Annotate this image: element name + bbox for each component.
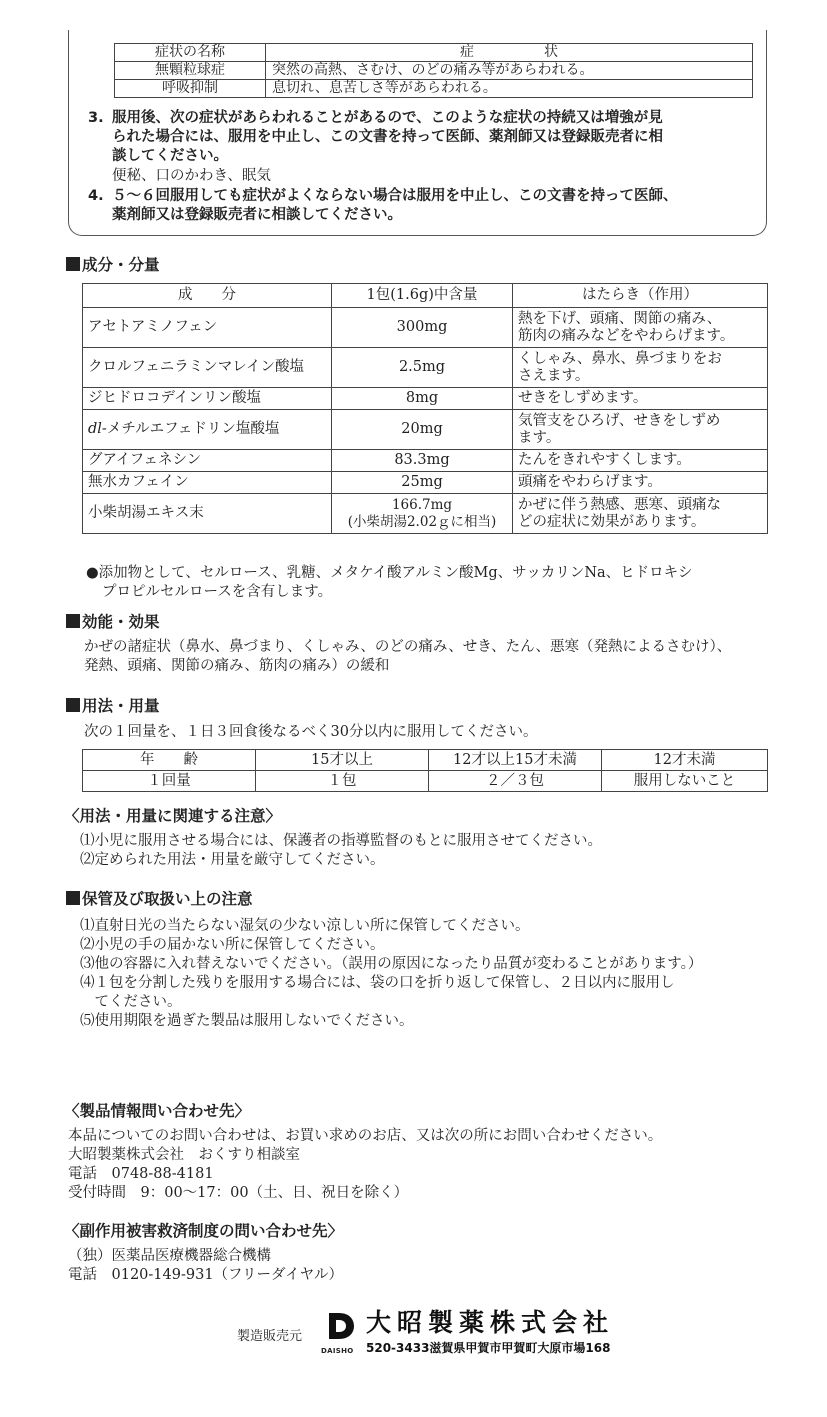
warning-text: 談してください。 [112,148,228,164]
dosage-intro: 次の１回量を、１日３回食後なるべく30分以内に服用してください。 [84,724,538,740]
ingredients-header-name: 成 分 [83,284,332,308]
ingredients-table [82,283,768,534]
ingredient-name: アセトアミノフェン [83,308,332,348]
ingredient-amount: 25mg [332,472,513,494]
square-bullet-icon [66,257,80,271]
table-row [83,750,768,771]
list-item: ⑵定められた用法・用量を厳守してください。 [80,852,385,868]
item-number: 3. [88,110,104,126]
ingredient-action: せきをしずめます。 [513,388,768,410]
table-row [115,62,753,80]
efficacy-text: かぜの諸症状（鼻水、鼻づまり、くしゃみ、のどの痛み、せき、たん、悪寒（発熱によるさむけ）、 発熱、頭痛、関節の痛み、筋肉の痛み）の緩和 [84,639,732,674]
ingredients-header-amount: 1包(1.6g)中含量 [332,284,513,308]
ingredient-name: グアイフェネシン [83,450,332,472]
table-row [83,494,768,534]
company-address: 520-3433滋賀県甲賀市甲賀町大原市場168 [366,1341,611,1355]
square-bullet-icon [66,891,80,905]
ingredient-name: ジヒドロコデインリン酸塩 [83,388,332,410]
table-row [83,348,768,388]
brand-name: DAISHO [321,1347,354,1355]
table-row [83,308,768,348]
dosage-cell: ２／３包 [429,771,602,792]
ingredient-action: くしゃみ、鼻水、鼻づまりをお さえます。 [513,348,768,388]
dosage-header: 12才以上15才未満 [429,750,602,771]
table-row [83,450,768,472]
symptom-desc: 突然の高熱、さむけ、のどの痛み等があらわれる。 [266,62,753,80]
table-row [83,472,768,494]
square-bullet-icon [66,614,80,628]
list-item: ⑵小児の手の届かない所に保管してください。 [80,937,385,953]
manufacturer-label: 製造販売元 [237,1329,303,1344]
ingredient-amount: 166.7mg (小柴胡湯2.02ｇに相当) [332,494,513,534]
storage-list [80,917,790,1031]
table-row [83,410,768,450]
list-item: てください。 [80,994,182,1010]
dosage-cell: １包 [256,771,429,792]
ingredient-action: たんをきれやすくします。 [513,450,768,472]
symptom-header-name: 症状の名称 [115,44,266,62]
dosage-notes-list [80,832,780,870]
ingredient-amount: 300mg [332,308,513,348]
symptom-desc: 息切れ、息苦しさ等があらわれる。 [266,80,753,98]
ingredient-action: かぜに伴う熱感、悪寒、頭痛な どの症状に効果があります。 [513,494,768,534]
symptom-table [114,43,753,98]
list-item: ⑶他の容器に入れ替えないでください。（誤用の原因になったり品質が変わることがあります。） [80,956,703,972]
table-row [115,44,753,62]
dosage-header: 年 齢 [83,750,256,771]
ingredient-name: dl-メチルエフェドリン塩酸塩 [83,410,332,450]
ingredient-name: 小柴胡湯エキス末 [83,494,332,534]
daisho-logo-icon [326,1311,356,1341]
company-name: 大昭製薬株式会社 [366,1308,615,1337]
warning-symptoms: 便秘、口のかわき、眠気 [112,168,271,184]
item-number: 4. [88,188,104,204]
warning-text: ５～６回服用しても症状がよくならない場合は服用を中止し、この文書を持って医師、 [112,188,678,204]
contact-heading: 〈製品情報問い合わせ先〉 [64,1102,251,1120]
ingredient-action: 頭痛をやわらげます。 [513,472,768,494]
ingredient-amount: 83.3mg [332,450,513,472]
warning-text: られた場合には、服用を中止し、この文書を持って医師、薬剤師又は登録販売者に相 [112,129,663,145]
list-item: ⑴小児に服用させる場合には、保護者の指導監督のもとに服用させてください。 [80,833,602,849]
relief-heading: 〈副作用被害救済制度の問い合わせ先〉 [64,1222,344,1240]
ingredient-amount: 2.5mg [332,348,513,388]
table-row [83,388,768,410]
warning-text: 服用後、次の症状があらわれることがあるので、このような症状の持続又は増強が見 [112,110,663,126]
table-row [83,284,768,308]
ingredients-header-action: はたらき（作用） [513,284,768,308]
dosage-table [82,749,768,792]
storage-heading: 保管及び取扱い上の注意 [66,890,253,909]
ingredient-action: 気管支をひろげ、せきをしずめ ます。 [513,410,768,450]
ingredient-name: 無水カフェイン [83,472,332,494]
contact-info: 本品についてのお問い合わせは、お買い求めのお店、又は次の所にお問い合わせください。 大昭製薬株式会社 おくすり相談室 電話 0748-88-4181 受付時間 9：00～17：00（土、日、祝日を除く） [68,1128,663,1201]
list-item: ⑸使用期限を過ぎた製品は服用しないでください。 [80,1013,414,1029]
list-item: ⑷１包を分割した残りを服用する場合には、袋の口を折り返して保管し、２日以内に服用し [80,975,675,991]
dosage-heading: 用法・用量 [66,697,160,716]
ingredient-amount: 20mg [332,410,513,450]
dosage-notes-heading: 〈用法・用量に関連する注意〉 [64,807,282,825]
dosage-cell: 服用しないこと [602,771,768,792]
ingredient-name: クロルフェニラミンマレイン酸塩 [83,348,332,388]
symptom-name: 呼吸抑制 [115,80,266,98]
table-row [115,80,753,98]
ingredient-amount: 8mg [332,388,513,410]
ingredient-action: 熱を下げ、頭痛、関節の痛み、 筋肉の痛みなどをやわらげます。 [513,308,768,348]
dosage-header: 15才以上 [256,750,429,771]
relief-info: （独）医薬品医療機器総合機構 電話 0120-149-931（フリーダイヤル） [68,1248,344,1283]
additives-note: ●添加物として、セルロース、乳糖、メタケイ酸アルミン酸Mg、サッカリンNa、ヒドロキシ プロピルセルロースを含有します。 [86,565,693,600]
dosage-header: 12才未満 [602,750,768,771]
symptom-header-desc: 症 状 [266,44,753,62]
ingredients-heading: 成分・分量 [66,256,160,275]
symptom-name: 無顆粒球症 [115,62,266,80]
list-item: ⑴直射日光の当たらない湿気の少ない涼しい所に保管してください。 [80,918,530,934]
warning-text: 薬剤師又は登録販売者に相談してください。 [112,207,402,223]
table-row [83,771,768,792]
dosage-cell: １回量 [83,771,256,792]
square-bullet-icon [66,698,80,712]
efficacy-heading: 効能・効果 [66,613,160,632]
